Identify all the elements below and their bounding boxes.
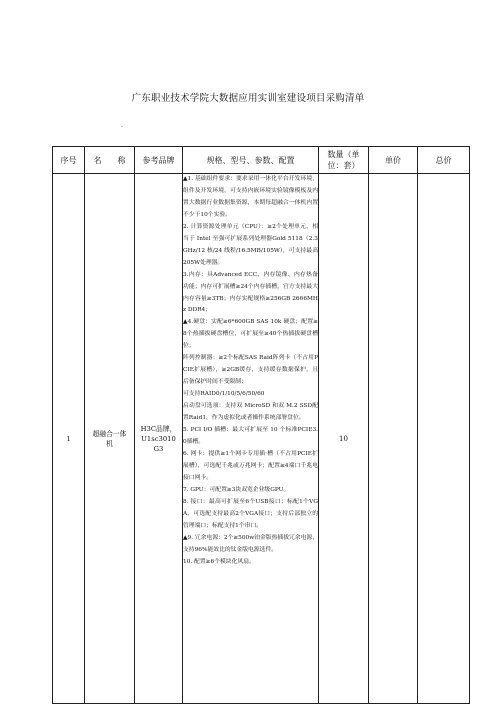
spec-item: 2. 计算资源处理单元（CPU）：≥2个处理单元，相当于 Intel 至强可扩展系列处理器Gold 5118（2.3GHz/12 核/24 线程/16.5MB/105W），可支持最高205W处理器。 [183, 223, 318, 266]
spec-item: 启动盘可选项：支持双 MicroSD 和双 M.2 SSD配置Raid1，作为虚拟化或者操作系统部署盘位。 [183, 403, 318, 422]
header-total: 总价 [418, 147, 470, 174]
row-unit-price [369, 174, 418, 704]
row-total [418, 174, 470, 704]
procurement-table [52, 146, 470, 704]
header-brand: 参考品牌 [135, 147, 183, 174]
paragraph-mark: . [121, 122, 123, 129]
header-no: 序号 [53, 147, 85, 174]
spec-item: 3.内存：具Advanced ECC、内存镜像、内存热备功能；内存可扩展槽≥24个内存插槽，官方支持最大内存容量≥3TB；内存实配规格≥256GB 2666MHz DDR4； [183, 271, 318, 314]
spec-item: 10. 配置≥6个模块化风扇。 [183, 558, 255, 565]
header-spec: 规格、型号、参数、配置 [183, 147, 319, 174]
spec-item: ▲4.硬盘：实配≥6*600GB SAS 10k 硬盘；配置≥8个热插拔硬盘槽位，可扩展至≥40个热插拔硬盘槽位； [183, 319, 318, 350]
spec-item: ▲9. 冗余电源：2个≥500w铂金版热插拔冗余电源，支持96%能效比的钛金版电源选件。 [183, 534, 318, 553]
row-qty: 10 [319, 174, 369, 704]
row-name-line1: 超融合一体 [92, 429, 127, 438]
header-qty-line2: 位：套） [327, 161, 360, 170]
header-qty-line1: 数量（单 [327, 150, 360, 159]
row-name [85, 174, 135, 704]
spec-item: 7. GPU：可配置≥3块双宽企业级GPU。 [183, 486, 290, 493]
page-title: 广东职业技术学院大数据应用实训室建设项目采购清单 [131, 93, 365, 104]
header-qty [319, 147, 369, 174]
row-name-line2: 机 [106, 439, 113, 448]
table-row [53, 174, 470, 704]
row-brand-line2: U1sc3010 [141, 434, 176, 443]
spec-item: 5. PCI I/O 插槽：最大可扩展至 10 个标准PCIE3.0插槽。 [183, 427, 318, 445]
header-name: 名 称 [85, 147, 135, 174]
spec-item: 8. 接口：最高可扩展至6个USB接口；标配1个VGA，可选配支持最高2个VGA接口；支持后部独立的管理端口；标配支持1个串口。 [183, 498, 318, 529]
row-brand [135, 174, 183, 704]
row-brand-line3: G3 [153, 444, 164, 453]
row-brand-line1: H3C品牌， [140, 424, 177, 433]
spec-item: 可支持RAID0/1/10/5/6/50/60 [183, 391, 265, 398]
row-no: 1 [53, 174, 85, 704]
header-unit-price: 单价 [369, 147, 418, 174]
spec-item: ▲1. 基础组件要求：要求采用一体化平台开发环境，组件及开发环境，可支持内嵌环境实验镜像模板及内置大数据行业数据集资源，本期每超融合一体机内置不少于10个实验。 [183, 176, 318, 218]
row-spec [183, 174, 319, 704]
spec-item: 阵列控制器：≥2个标配SAS Raid阵列卡（不占用PCIE扩展槽），≥2GB缓存，支持缓存数据保护，且后备保护时间不受限制； [183, 355, 318, 386]
table-header-row [53, 147, 470, 174]
spec-item: 6. 网卡：提供≥1个网卡专用插·槽（不占用PCIE扩展槽），可选配千兆或万兆网卡；配置≥4端口千兆电接口网卡。 [183, 450, 318, 481]
